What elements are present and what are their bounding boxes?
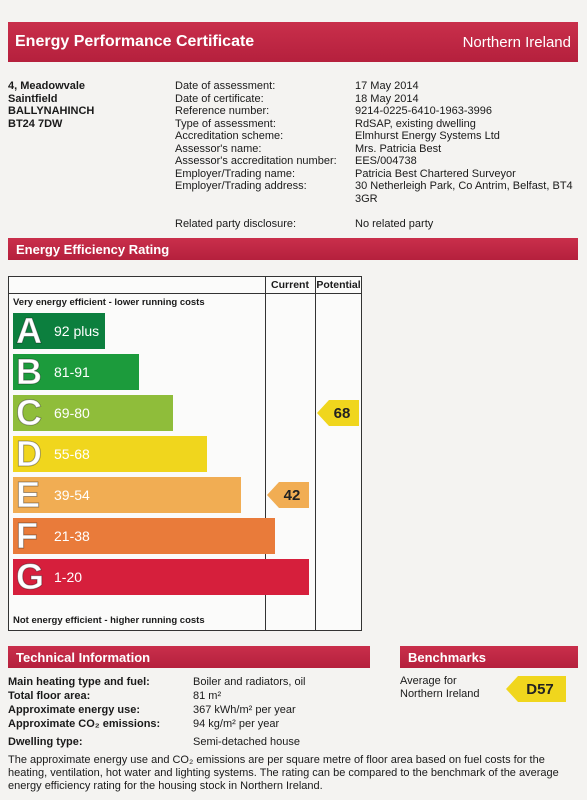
potential-rating-arrow — [317, 400, 359, 426]
tech-value: 94 kg/m² per year — [193, 718, 280, 730]
current-column-header: Current — [271, 279, 309, 291]
benchmark-line: Northern Ireland — [400, 688, 480, 700]
benchmarks-section-header: Benchmarks — [400, 646, 578, 668]
tech-label: Main heating type and fuel: — [8, 676, 150, 688]
header-divider — [9, 293, 361, 294]
document-title: Energy Performance Certificate — [15, 33, 255, 50]
band-letter: F — [16, 515, 38, 556]
detail-value: RdSAP, existing dwelling — [355, 117, 476, 130]
tech-label: Total floor area: — [8, 690, 91, 702]
detail-row — [175, 105, 580, 118]
address-line: 4, Meadowvale — [8, 80, 86, 92]
tech-row — [8, 689, 306, 703]
detail-row — [175, 218, 580, 231]
tech-value: Boiler and radiators, oil — [193, 676, 306, 688]
detail-label: Assessor's name: — [175, 142, 262, 155]
detail-value: 17 May 2014 — [355, 80, 419, 92]
address-line: BT24 7DW — [8, 117, 63, 130]
band-letter: E — [16, 474, 41, 515]
top-scale-note: Very energy efficient - lower running costs — [13, 297, 205, 308]
band-letter: G — [16, 556, 45, 597]
property-address — [8, 80, 94, 130]
band-range: 81-91 — [54, 364, 90, 380]
benchmark-text — [400, 675, 480, 701]
band-b — [13, 351, 139, 392]
band-e — [13, 474, 241, 515]
tech-label: Approximate energy use: — [8, 704, 141, 716]
tech-row — [8, 675, 306, 689]
tech-row — [8, 717, 306, 731]
detail-value: Patricia Best Chartered Surveyor — [355, 167, 516, 180]
detail-label: Related party disclosure: — [175, 218, 297, 230]
tech-label: Dwelling type: — [8, 736, 83, 748]
detail-label: Accreditation scheme: — [175, 130, 284, 142]
technical-info — [8, 675, 306, 749]
detail-label: Employer/Trading address: — [175, 180, 307, 192]
band-g — [13, 556, 309, 597]
band-range: 92 plus — [54, 323, 100, 339]
band-f — [13, 515, 275, 556]
efficiency-rating-chart — [8, 276, 362, 631]
detail-label: Assessor's accreditation number: — [175, 155, 337, 167]
band-letter: D — [16, 433, 42, 474]
benchmark-line: Average for — [400, 675, 457, 687]
detail-label: Type of assessment: — [175, 117, 276, 130]
band-a — [13, 310, 105, 351]
current-rating-arrow — [267, 482, 309, 508]
header-bar — [8, 22, 578, 62]
band-letter: B — [16, 351, 42, 392]
bottom-scale-note: Not energy efficient - higher running costs — [13, 615, 205, 626]
detail-value: Elmhurst Energy Systems Ltd — [355, 130, 500, 142]
band-range: 1-20 — [54, 569, 83, 585]
band-d — [13, 433, 207, 474]
certificate-details — [175, 80, 580, 231]
detail-value: 30 Netherleigh Park, Co Antrim, Belfast, BT4 3GR — [355, 180, 573, 205]
region-label: Northern Ireland — [462, 33, 571, 51]
benchmark-value: D57 — [526, 680, 554, 698]
detail-row — [175, 168, 580, 181]
column-divider — [315, 277, 316, 630]
potential-rating-arrow-value: 68 — [333, 404, 351, 422]
detail-row — [175, 143, 580, 156]
footer-note: The approximate energy use and CO₂ emissions are per square metre of floor area based on fuel costs for the heating, ventilation, hot water and lighting systems. The rating can be compared to the benchmark of the average energy efficiency rating for the housing stock in Northern Ireland. — [8, 754, 559, 792]
tech-row — [8, 703, 306, 717]
band-range: 69-80 — [54, 405, 90, 421]
detail-row — [175, 93, 580, 106]
tech-label: Approximate CO₂ emissions: — [8, 718, 161, 730]
tech-value: 367 kWh/m² per year — [193, 704, 296, 716]
potential-column-header: Potential — [316, 279, 361, 291]
detail-value: 9214-0225-6410-1963-3996 — [355, 105, 493, 117]
band-range: 21-38 — [54, 528, 90, 544]
tech-value: Semi-detached house — [193, 736, 301, 748]
detail-label: Employer/Trading name: — [175, 167, 296, 180]
detail-row — [175, 155, 580, 168]
band-c — [13, 392, 173, 433]
detail-row — [175, 80, 580, 93]
detail-row — [175, 130, 580, 143]
tech-row — [8, 735, 306, 749]
detail-value: No related party — [355, 218, 434, 230]
detail-row — [175, 180, 580, 205]
band-letter: A — [16, 310, 42, 351]
benchmark-badge — [506, 676, 566, 702]
detail-label: Reference number: — [175, 105, 270, 117]
current-rating-arrow-value: 42 — [283, 486, 301, 504]
efficiency-section-header: Energy Efficiency Rating — [8, 238, 578, 260]
detail-label: Date of certificate: — [175, 92, 264, 105]
address-line: Saintfield — [8, 92, 58, 105]
detail-value: EES/004738 — [355, 155, 417, 167]
band-range: 55-68 — [54, 446, 90, 462]
technical-section-header: Technical Information — [8, 646, 370, 668]
detail-value: Mrs. Patricia Best — [355, 142, 442, 155]
band-letter: C — [16, 392, 42, 433]
address-line: BALLYNAHINCH — [8, 105, 95, 117]
detail-row — [175, 118, 580, 131]
tech-value: 81 m² — [193, 690, 222, 702]
band-range: 39-54 — [54, 487, 90, 503]
detail-label: Date of assessment: — [175, 80, 276, 92]
detail-value: 18 May 2014 — [355, 92, 419, 105]
